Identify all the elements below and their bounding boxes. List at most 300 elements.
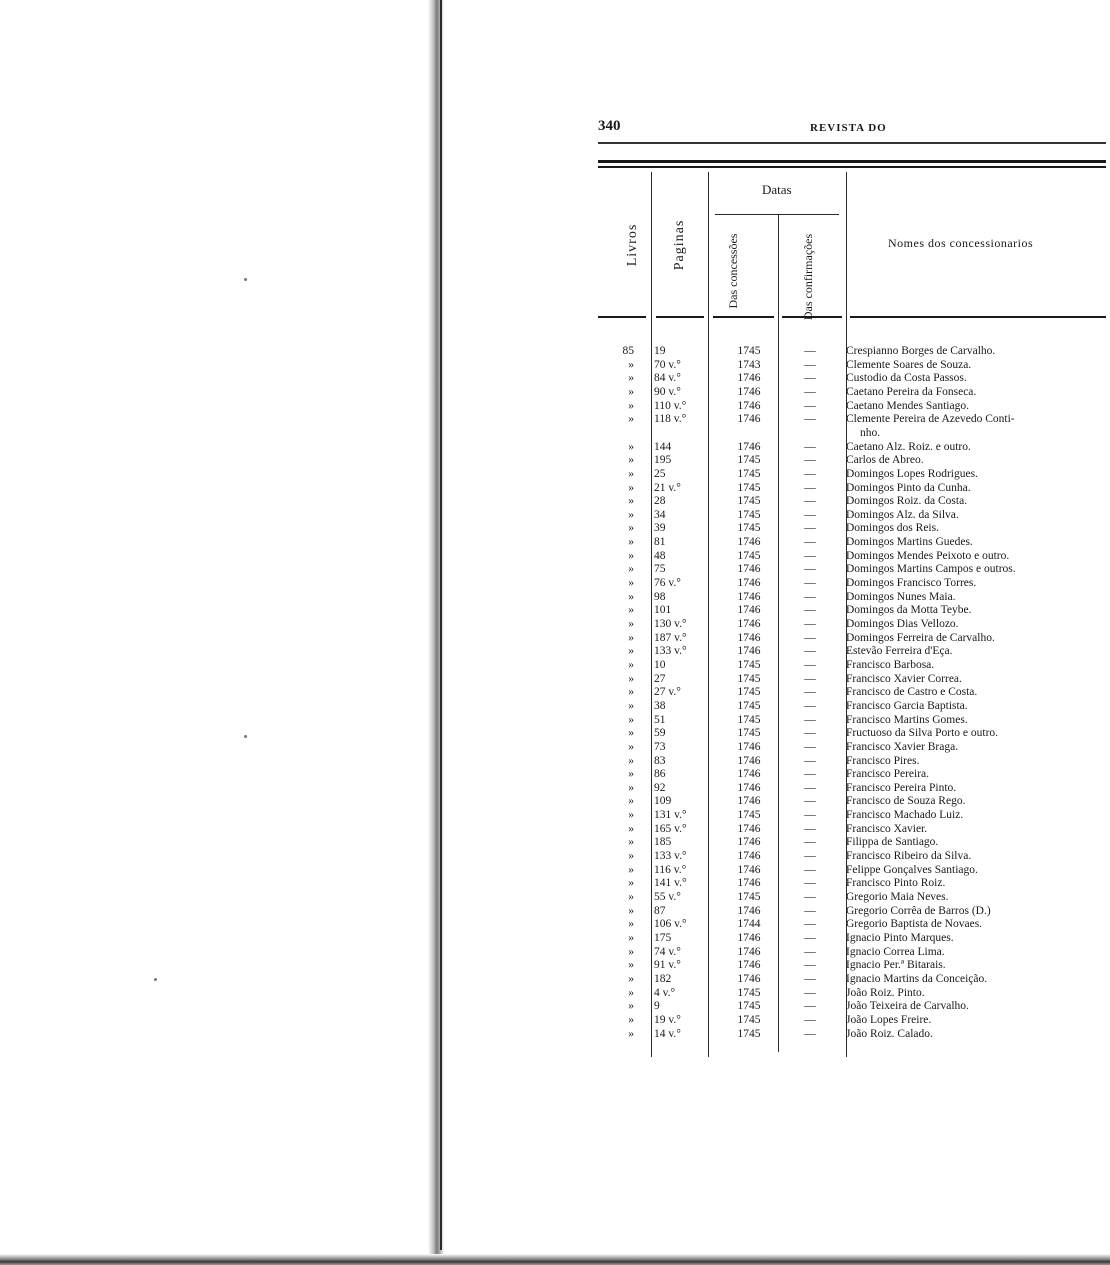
cell-pagina: 70 v.° xyxy=(654,358,681,371)
running-head: REVISTA DO xyxy=(810,122,887,134)
cell-nome: Carlos de Abreo. xyxy=(846,454,924,467)
cell-livro: » xyxy=(628,522,634,535)
cell-concessao: 1746 xyxy=(737,440,761,453)
table-row xyxy=(0,700,1110,713)
cell-pagina: 55 v.° xyxy=(654,891,681,903)
header-paginas: Paginas xyxy=(672,219,687,271)
cell-livro: » xyxy=(628,904,634,917)
cell-pagina: 144 xyxy=(654,440,672,453)
cell-pagina: 19 v.° xyxy=(654,1013,681,1026)
table-row xyxy=(0,345,1110,358)
cell-pagina: 141 v.° xyxy=(654,877,687,890)
cell-livro: » xyxy=(628,508,634,521)
cell-livro: » xyxy=(628,713,634,726)
cell-concessao: 1745 xyxy=(737,345,761,357)
table-row xyxy=(0,495,1110,508)
cell-confirmacao: — xyxy=(804,413,816,426)
cell-nome: Ignacio Correa Lima. xyxy=(846,945,945,958)
cell-concessao: 1746 xyxy=(737,836,761,849)
cell-nome: Custodio da Costa Passos. xyxy=(846,372,967,385)
datas-underline xyxy=(715,214,839,215)
cell-concessao: 1745 xyxy=(737,809,761,822)
table-row xyxy=(0,577,1110,590)
cell-livro: » xyxy=(628,385,634,398)
cell-pagina: 90 v.° xyxy=(654,385,681,398)
cell-livro: » xyxy=(628,686,634,699)
cell-nome-continuation: nho. xyxy=(860,426,881,439)
cell-pagina: 76 v.° xyxy=(654,577,681,590)
cell-confirmacao: — xyxy=(804,945,816,958)
cell-livro: » xyxy=(628,959,634,972)
cell-confirmacao: — xyxy=(804,822,816,835)
cell-nome: Francisco Xavier Braga. xyxy=(846,740,959,753)
cell-concessao: 1745 xyxy=(737,508,761,521)
cell-concessao: 1745 xyxy=(737,454,761,467)
cell-confirmacao: — xyxy=(804,891,816,903)
page-number: 340 xyxy=(598,118,621,134)
cell-pagina: 109 xyxy=(654,795,672,808)
cell-confirmacao: — xyxy=(804,986,816,999)
table-row xyxy=(0,550,1110,563)
table-row xyxy=(0,522,1110,535)
header-das-confirmacoes: Das confirmações xyxy=(801,233,815,321)
cell-concessao: 1745 xyxy=(737,713,761,726)
cell-pagina: 51 xyxy=(654,713,666,726)
table-row xyxy=(0,768,1110,781)
scan-bottom-edge xyxy=(0,1254,1110,1265)
cell-livro: » xyxy=(628,863,634,876)
cell-livro: » xyxy=(628,986,634,999)
table-row xyxy=(0,905,1110,918)
cell-concessao: 1746 xyxy=(737,590,761,603)
table-row xyxy=(0,591,1110,604)
cell-pagina: 27 xyxy=(654,672,666,685)
cell-confirmacao: — xyxy=(804,1000,816,1013)
cell-pagina: 28 xyxy=(654,495,666,508)
cell-nome: Caetano Mendes Santiago. xyxy=(846,399,969,412)
cell-pagina: 106 v.° xyxy=(654,918,687,931)
cell-confirmacao: — xyxy=(804,904,816,917)
cell-confirmacao: — xyxy=(804,549,816,562)
cell-nome: Gregorio Corrêa de Barros (D.) xyxy=(846,904,991,917)
cell-livro: » xyxy=(628,563,634,576)
cell-nome: João Roiz. Calado. xyxy=(846,1027,933,1040)
table-row xyxy=(0,795,1110,808)
table-row xyxy=(0,877,1110,890)
cell-pagina: 27 v.° xyxy=(654,686,681,699)
cell-confirmacao: — xyxy=(804,931,816,944)
cell-nome: Domingos da Motta Teybe. xyxy=(846,604,972,617)
cell-concessao: 1746 xyxy=(737,413,761,426)
cell-pagina: 87 xyxy=(654,904,666,917)
cell-nome: Felippe Gonçalves Santiago. xyxy=(846,863,978,876)
cell-concessao: 1745 xyxy=(737,658,761,671)
table-row xyxy=(0,836,1110,849)
cell-pagina: 39 xyxy=(654,522,666,535)
cell-concessao: 1743 xyxy=(737,358,761,371)
table-row xyxy=(0,891,1110,904)
cell-nome: Francisco de Castro e Costa. xyxy=(846,686,978,699)
cell-nome: Domingos Roiz. da Costa. xyxy=(846,495,968,508)
table-row xyxy=(0,509,1110,522)
cell-confirmacao: — xyxy=(804,972,816,985)
table-row xyxy=(0,727,1110,740)
cell-pagina: 10 xyxy=(654,658,666,671)
table-row xyxy=(0,973,1110,986)
cell-confirmacao: — xyxy=(804,672,816,685)
cell-livro: » xyxy=(628,877,634,890)
cell-livro: » xyxy=(628,727,634,740)
cell-pagina: 92 xyxy=(654,781,666,794)
cell-livro: » xyxy=(628,850,634,863)
header-separator xyxy=(713,316,774,318)
cell-confirmacao: — xyxy=(804,577,816,590)
cell-confirmacao: — xyxy=(804,713,816,726)
cell-nome: João Lopes Freire. xyxy=(846,1013,932,1026)
cell-concessao: 1745 xyxy=(737,549,761,562)
cell-concessao: 1745 xyxy=(737,1000,761,1013)
table-row xyxy=(0,482,1110,495)
header-livros: Livros xyxy=(625,223,640,267)
cell-livro: » xyxy=(628,536,634,549)
cell-nome: Ignacio Per.ª Bitarais. xyxy=(846,959,946,972)
cell-concessao: 1745 xyxy=(737,891,761,903)
cell-pagina: 75 xyxy=(654,563,666,576)
cell-concessao: 1746 xyxy=(737,604,761,617)
table-row xyxy=(0,1014,1110,1027)
cell-concessao: 1746 xyxy=(737,877,761,890)
cell-pagina: 101 xyxy=(654,604,672,617)
cell-nome: Francisco de Souza Rego. xyxy=(846,795,966,808)
header-das-concessoes: Das concessões xyxy=(726,233,740,309)
cell-concessao: 1746 xyxy=(737,563,761,576)
cell-confirmacao: — xyxy=(804,508,816,521)
cell-confirmacao: — xyxy=(804,850,816,863)
cell-nome: Fructuoso da Silva Porto e outro. xyxy=(846,727,999,740)
cell-concessao: 1746 xyxy=(737,372,761,385)
table-row xyxy=(0,1028,1110,1041)
cell-confirmacao: — xyxy=(804,372,816,385)
header-separator xyxy=(598,316,646,318)
cell-nome: Clemente Pereira de Azevedo Conti- xyxy=(846,413,1015,426)
table-row xyxy=(0,823,1110,836)
cell-pagina: 73 xyxy=(654,740,666,753)
cell-confirmacao: — xyxy=(804,399,816,412)
table-row xyxy=(0,864,1110,877)
cell-pagina: 185 xyxy=(654,836,672,849)
cell-nome: Francisco Pereira Pinto. xyxy=(846,781,957,794)
cell-livro: » xyxy=(628,1000,634,1013)
cell-confirmacao: — xyxy=(804,536,816,549)
cell-confirmacao: — xyxy=(804,918,816,931)
cell-concessao: 1745 xyxy=(737,986,761,999)
cell-livro: » xyxy=(628,768,634,781)
cell-concessao: 1746 xyxy=(737,904,761,917)
table-row xyxy=(0,714,1110,727)
cell-pagina: 81 xyxy=(654,536,666,549)
cell-concessao: 1746 xyxy=(737,931,761,944)
cell-confirmacao: — xyxy=(804,740,816,753)
cell-pagina: 4 v.° xyxy=(654,986,676,999)
cell-livro: » xyxy=(628,372,634,385)
table-row xyxy=(0,604,1110,617)
cell-pagina: 195 xyxy=(654,454,672,467)
table-row xyxy=(0,809,1110,822)
table-row xyxy=(0,618,1110,631)
cell-concessao: 1745 xyxy=(737,727,761,740)
table-row xyxy=(0,645,1110,658)
cell-nome: Francisco Xavier. xyxy=(846,822,928,835)
cell-nome: Estevão Ferreira d'Eça. xyxy=(846,645,953,658)
cell-confirmacao: — xyxy=(804,495,816,508)
cell-concessao: 1744 xyxy=(737,918,761,931)
cell-livro: » xyxy=(628,945,634,958)
cell-concessao: 1745 xyxy=(737,686,761,699)
cell-nome: Caetano Alz. Roiz. e outro. xyxy=(846,440,971,453)
cell-livro: » xyxy=(628,549,634,562)
cell-nome: Crespianno Borges de Carvalho. xyxy=(846,345,996,357)
cell-pagina: 91 v.° xyxy=(654,959,681,972)
cell-livro: » xyxy=(628,358,634,371)
table-row xyxy=(0,454,1110,467)
table-row xyxy=(0,413,1110,426)
cell-livro: » xyxy=(628,413,634,426)
cell-confirmacao: — xyxy=(804,781,816,794)
cell-concessao: 1746 xyxy=(737,959,761,972)
table-row xyxy=(0,563,1110,576)
table-row xyxy=(0,946,1110,959)
table-row xyxy=(0,372,1110,385)
cell-nome: Domingos Lopes Rodrigues. xyxy=(846,467,978,480)
cell-nome: Domingos Alz. da Silva. xyxy=(846,508,959,521)
cell-pagina: 14 v.° xyxy=(654,1027,681,1040)
cell-livro: » xyxy=(628,740,634,753)
cell-livro: » xyxy=(628,454,634,467)
cell-confirmacao: — xyxy=(804,590,816,603)
cell-confirmacao: — xyxy=(804,699,816,712)
cell-nome: Domingos Nunes Maia. xyxy=(846,590,956,603)
cell-pagina: 83 xyxy=(654,754,666,767)
table-row xyxy=(0,441,1110,454)
cell-pagina: 38 xyxy=(654,699,666,712)
cell-concessao: 1745 xyxy=(737,495,761,508)
table-row xyxy=(0,686,1110,699)
cell-confirmacao: — xyxy=(804,454,816,467)
cell-livro: » xyxy=(628,645,634,658)
cell-pagina: 130 v.° xyxy=(654,618,687,630)
cell-confirmacao: — xyxy=(804,385,816,398)
cell-nome: Domingos Martins Guedes. xyxy=(846,536,973,549)
cell-concessao: 1746 xyxy=(737,850,761,863)
cell-livro: » xyxy=(628,1027,634,1040)
cell-nome: Francisco Garcia Baptista. xyxy=(846,699,968,712)
cell-livro: » xyxy=(628,672,634,685)
cell-livro: » xyxy=(628,590,634,603)
cell-confirmacao: — xyxy=(804,645,816,658)
cell-livro: » xyxy=(628,972,634,985)
cell-livro: » xyxy=(628,809,634,822)
cell-livro: » xyxy=(628,699,634,712)
cell-pagina: 86 xyxy=(654,768,666,781)
cell-concessao: 1746 xyxy=(737,863,761,876)
cell-livro: 85 xyxy=(622,345,634,357)
cell-concessao: 1746 xyxy=(737,536,761,549)
cell-confirmacao: — xyxy=(804,481,816,494)
cell-confirmacao: — xyxy=(804,686,816,699)
table-row xyxy=(0,659,1110,672)
cell-nome: Caetano Pereira da Fonseca. xyxy=(846,385,977,398)
cell-pagina: 21 v.° xyxy=(654,481,681,494)
cell-confirmacao: — xyxy=(804,618,816,630)
cell-pagina: 9 xyxy=(654,1000,660,1013)
cell-confirmacao: — xyxy=(804,836,816,849)
header-separator xyxy=(850,316,1106,318)
cell-pagina: 118 v.° xyxy=(654,413,687,426)
cell-concessao: 1746 xyxy=(737,740,761,753)
cell-nome: Domingos Martins Campos e outros. xyxy=(846,563,1016,576)
table-row xyxy=(0,918,1110,931)
cell-livro: » xyxy=(628,399,634,412)
table-row xyxy=(0,386,1110,399)
cell-concessao: 1745 xyxy=(737,672,761,685)
cell-livro: » xyxy=(628,822,634,835)
cell-concessao: 1746 xyxy=(737,768,761,781)
cell-nome: Francisco Pires. xyxy=(846,754,920,767)
cell-livro: » xyxy=(628,795,634,808)
cell-confirmacao: — xyxy=(804,563,816,576)
cell-nome: Francisco Barbosa. xyxy=(846,658,935,671)
cell-confirmacao: — xyxy=(804,440,816,453)
table-top-rule xyxy=(598,160,1106,163)
cell-concessao: 1745 xyxy=(737,467,761,480)
cell-livro: » xyxy=(628,754,634,767)
cell-concessao: 1746 xyxy=(737,972,761,985)
cell-pagina: 187 v.° xyxy=(654,631,687,644)
cell-nome: Domingos Pinto da Cunha. xyxy=(846,481,971,494)
cell-pagina: 98 xyxy=(654,590,666,603)
cell-concessao: 1746 xyxy=(737,618,761,630)
cell-confirmacao: — xyxy=(804,754,816,767)
cell-pagina: 19 xyxy=(654,345,666,357)
cell-pagina: 116 v.° xyxy=(654,863,687,876)
cell-confirmacao: — xyxy=(804,522,816,535)
table-row xyxy=(0,755,1110,768)
cell-confirmacao: — xyxy=(804,658,816,671)
cell-confirmacao: — xyxy=(804,727,816,740)
table-row xyxy=(0,673,1110,686)
table-row xyxy=(0,536,1110,549)
cell-pagina: 34 xyxy=(654,508,666,521)
table-row xyxy=(0,359,1110,372)
table-row xyxy=(0,400,1110,413)
cell-concessao: 1746 xyxy=(737,822,761,835)
cell-nome: Francisco Pereira. xyxy=(846,768,930,781)
cell-livro: » xyxy=(628,604,634,617)
cell-livro: » xyxy=(628,891,634,903)
cell-concessao: 1746 xyxy=(737,754,761,767)
table-row xyxy=(0,741,1110,754)
cell-concessao: 1745 xyxy=(737,1027,761,1040)
cell-nome: Francisco Martins Gomes. xyxy=(846,713,968,726)
cell-confirmacao: — xyxy=(804,768,816,781)
cell-pagina: 74 v.° xyxy=(654,945,681,958)
cell-livro: » xyxy=(628,495,634,508)
cell-pagina: 182 xyxy=(654,972,672,985)
cell-livro: » xyxy=(628,467,634,480)
cell-confirmacao: — xyxy=(804,1027,816,1040)
cell-confirmacao: — xyxy=(804,1013,816,1026)
cell-nome: Domingos Mendes Peixoto e outro. xyxy=(846,549,1010,562)
cell-nome: Francisco Machado Luiz. xyxy=(846,809,964,822)
cell-nome: Filippa de Santiago. xyxy=(846,836,939,849)
cell-livro: » xyxy=(628,577,634,590)
table-row-continuation xyxy=(0,427,1110,440)
cell-nome: Domingos dos Reis. xyxy=(846,522,939,535)
cell-confirmacao: — xyxy=(804,358,816,371)
cell-pagina: 59 xyxy=(654,727,666,740)
cell-confirmacao: — xyxy=(804,604,816,617)
table-row xyxy=(0,782,1110,795)
table-row xyxy=(0,1000,1110,1013)
cell-pagina: 133 v.° xyxy=(654,850,687,863)
cell-nome: João Teixeira de Carvalho. xyxy=(846,1000,969,1013)
table-top-rule xyxy=(598,166,1106,168)
cell-nome: Clemente Soares de Souza. xyxy=(846,358,972,371)
cell-concessao: 1746 xyxy=(737,399,761,412)
cell-nome: Domingos Dias Vellozo. xyxy=(846,618,959,630)
cell-nome: Ignacio Pinto Marques. xyxy=(846,931,954,944)
table-row xyxy=(0,987,1110,1000)
cell-concessao: 1745 xyxy=(737,522,761,535)
cell-pagina: 25 xyxy=(654,467,666,480)
cell-livro: » xyxy=(628,836,634,849)
cell-livro: » xyxy=(628,440,634,453)
cell-pagina: 110 v.° xyxy=(654,399,687,412)
cell-confirmacao: — xyxy=(804,959,816,972)
table-row xyxy=(0,632,1110,645)
cell-pagina: 165 v.° xyxy=(654,822,687,835)
cell-concessao: 1745 xyxy=(737,1013,761,1026)
cell-nome: João Roiz. Pinto. xyxy=(846,986,925,999)
cell-concessao: 1746 xyxy=(737,645,761,658)
cell-nome: Francisco Ribeiro da Silva. xyxy=(846,850,972,863)
cell-concessao: 1746 xyxy=(737,577,761,590)
cell-livro: » xyxy=(628,931,634,944)
cell-nome: Domingos Francisco Torres. xyxy=(846,577,977,590)
header-datas: Datas xyxy=(762,182,792,197)
scan-speck xyxy=(244,278,247,281)
cell-livro: » xyxy=(628,1013,634,1026)
cell-concessao: 1745 xyxy=(737,481,761,494)
cell-confirmacao: — xyxy=(804,863,816,876)
cell-livro: » xyxy=(628,618,634,630)
cell-pagina: 133 v.° xyxy=(654,645,687,658)
cell-pagina: 84 v.° xyxy=(654,372,681,385)
cell-concessao: 1746 xyxy=(737,385,761,398)
table-row xyxy=(0,850,1110,863)
cell-confirmacao: — xyxy=(804,345,816,357)
table-row xyxy=(0,959,1110,972)
cell-confirmacao: — xyxy=(804,467,816,480)
cell-concessao: 1746 xyxy=(737,631,761,644)
cell-nome: Ignacio Martins da Conceição. xyxy=(846,972,988,985)
cell-confirmacao: — xyxy=(804,809,816,822)
cell-livro: » xyxy=(628,481,634,494)
cell-pagina: 131 v.° xyxy=(654,809,687,822)
cell-livro: » xyxy=(628,631,634,644)
cell-livro: » xyxy=(628,918,634,931)
cell-confirmacao: — xyxy=(804,877,816,890)
